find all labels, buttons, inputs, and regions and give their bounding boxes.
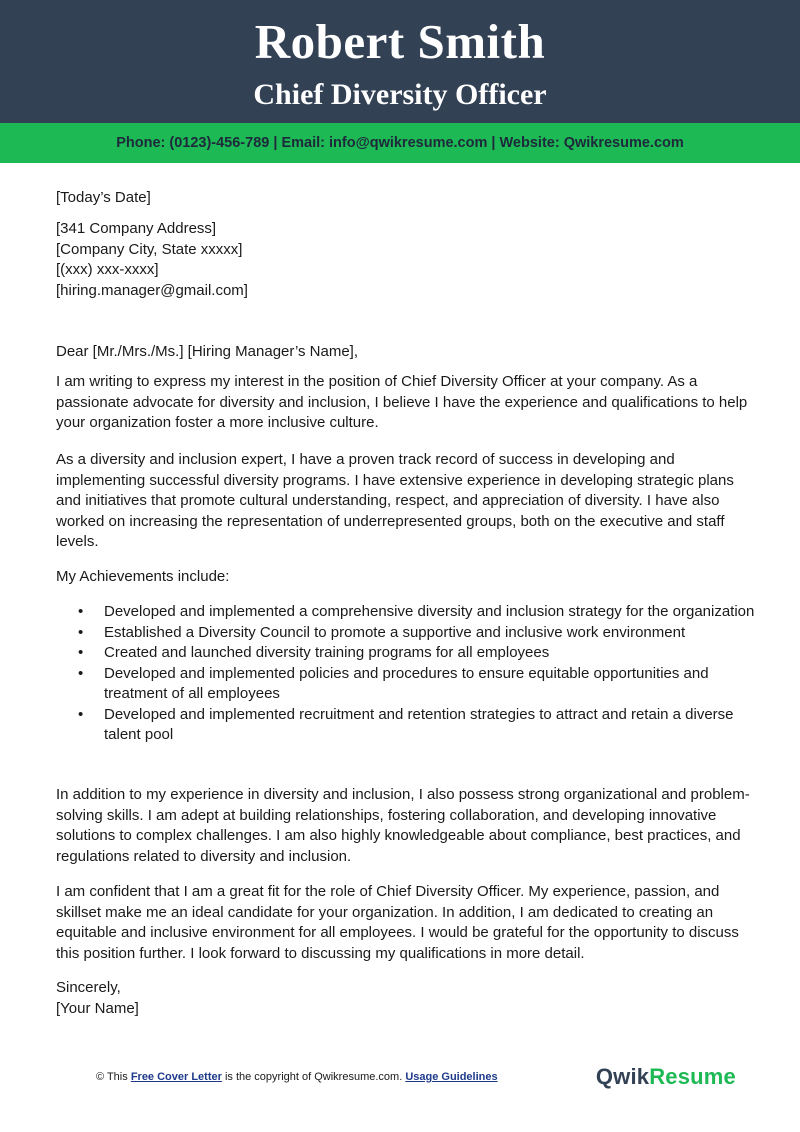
salutation: Dear [Mr./Mrs./Ms.] [Hiring Manager’s Name], [56,343,359,360]
achievement-text: Developed and implemented policies and procedures to ensure equitable opportunities and treatment of all employees [104,664,709,702]
sign-off [56,978,756,1019]
bullet-icon: • [78,603,84,620]
list-item [56,623,756,644]
list-item [56,602,756,623]
logo-part-qwik: Qwik [595,1064,650,1089]
signature: [Your Name] [56,999,139,1017]
logo-part-resume: Resume [649,1064,736,1089]
closing: Sincerely, [56,979,121,996]
contact-phone: Phone: (0123)-456-789 [116,135,270,151]
usage-guidelines-link[interactable]: Usage Guidelines [405,1071,498,1083]
achievement-text: Developed and implemented recruitment and retention strategies to attract and retain a diverse talent pool [104,705,734,743]
contact-email: Email: info@qwikresume.com [281,135,488,151]
contact-separator: | [487,135,500,151]
free-cover-letter-link[interactable]: Free Cover Letter [130,1071,222,1083]
bullet-icon: • [78,705,84,723]
achievements-intro: My Achievements include: [56,568,230,585]
address-line: [Company City, State xxxxx] [56,240,243,258]
achievement-text: Created and launched diversity training programs for all employees [104,644,550,661]
paragraph-skills: In addition to my experience in diversity and inclusion, I also possess strong organizational and problem-solving skills. I am adept at building relationships, fostering collaboration, and developing innovative solutions to complex challenges. I am also highly knowledgeable about compliance, best practices, and regulations related to diversity and inclusion. [56,786,750,865]
list-item [56,664,756,705]
contact-bar [0,123,800,163]
list-item [56,643,756,664]
paragraph-intro: I am writing to express my interest in the position of Chief Diversity Officer at your company. As a passionate advocate for diversity and inclusion, I believe I have the experience and qualifications to help your organization foster a more inclusive culture. [56,373,748,431]
resume-header [0,0,800,123]
achievement-text: Developed and implemented a comprehensive diversity and inclusion strategy for the organization [104,603,755,620]
job-title: Chief Diversity Officer [253,78,547,111]
candidate-name: Robert Smith [254,14,546,69]
letter-date: [Today’s Date] [56,189,151,206]
address-line: [(xxx) xxx-xxxx] [56,261,159,278]
contact-website: Website: Qwikresume.com [499,135,684,151]
copyright-footer [96,1071,498,1083]
paragraph-experience: As a diversity and inclusion expert, I have a proven track record of success in developing and implementing successful diversity programs. I have extensive experience in developing strategic plans and initiatives that promote cultural understanding, respect, and appreciation of diversity. I have also worked on increasing the representation of underrepresented groups, both on the executive and staff levels. [56,451,734,550]
achievements-list [56,602,756,746]
address-line: [hiring.manager@gmail.com] [56,281,248,299]
recipient-address [56,219,756,301]
footer-prefix: © This [96,1071,131,1083]
bullet-icon: • [78,664,84,682]
achievement-text: Established a Diversity Council to promote a supportive and inclusive work environment [104,623,686,641]
list-item [56,705,756,746]
paragraph-closing: I am confident that I am a great fit for the role of Chief Diversity Officer. My experience, passion, and skillset make me an ideal candidate for your organization. In addition, I am dedicated to creating an equitable and inclusive environment for all employees. I would be grateful for the opportunity to discuss this position further. I look forward to discussing my qualifications in more detail. [56,883,739,962]
qwikresume-logo [596,1064,736,1090]
address-line: [341 Company Address] [56,220,217,237]
contact-separator: | [269,135,282,151]
bullet-icon: • [78,644,84,661]
bullet-icon: • [78,623,84,641]
footer-middle: is the copyright of Qwikresume.com. [221,1071,406,1083]
